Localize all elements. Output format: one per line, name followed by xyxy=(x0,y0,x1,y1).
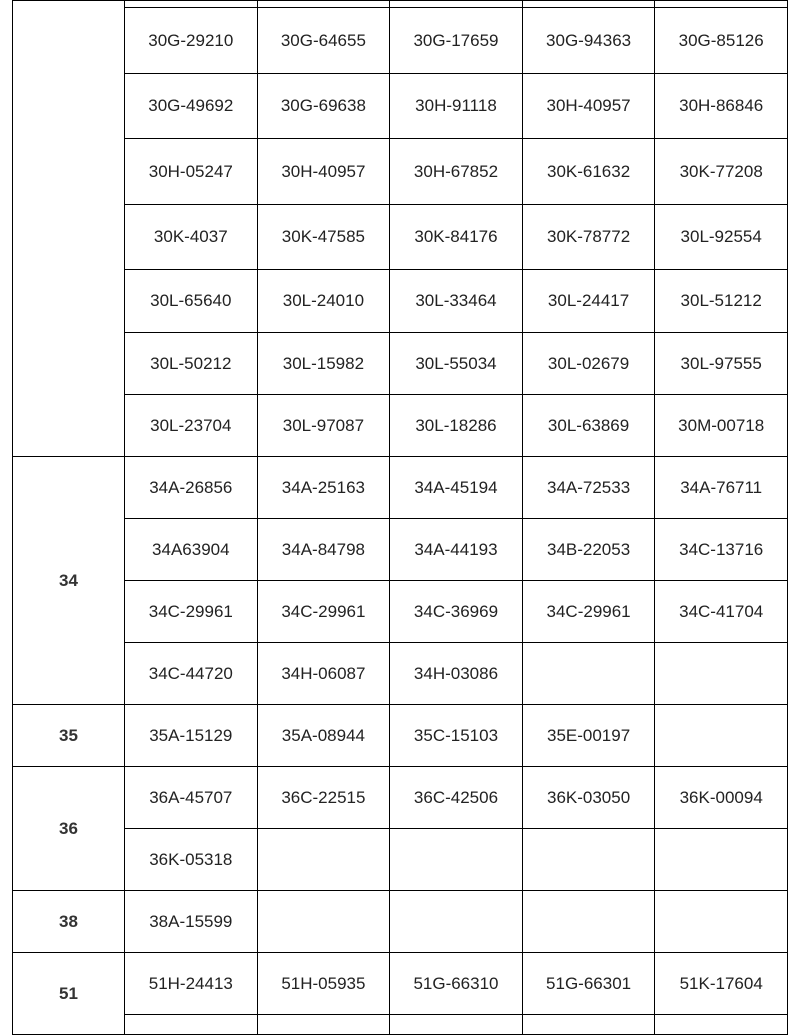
plate-number-cell: 36C-42506 xyxy=(390,767,523,829)
plate-number-cell: 38A-15599 xyxy=(125,891,258,953)
plate-number-cell xyxy=(655,1,788,8)
plate-number-cell: 30K-4037 xyxy=(125,205,258,270)
plate-number-cell xyxy=(390,1,523,8)
table-row xyxy=(13,333,788,395)
table-row xyxy=(13,953,788,1015)
plate-number-cell xyxy=(125,1,258,8)
table-row xyxy=(13,519,788,581)
province-code-cell: 34 xyxy=(13,457,125,705)
plate-number-cell: 30K-47585 xyxy=(257,205,390,270)
plate-number-cell: 30L-33464 xyxy=(390,270,523,333)
plate-number-cell: 34A-45194 xyxy=(390,457,523,519)
plate-number-cell: 30L-18286 xyxy=(390,395,523,457)
table-row xyxy=(13,643,788,705)
plate-number-cell xyxy=(522,1015,655,1035)
plate-number-cell: 34A-25163 xyxy=(257,457,390,519)
plate-number-cell xyxy=(522,829,655,891)
plate-number-cell xyxy=(655,705,788,767)
plate-number-cell: 51H-24413 xyxy=(125,953,258,1015)
plate-number-cell: 35A-08944 xyxy=(257,705,390,767)
plate-number-cell: 30H-40957 xyxy=(257,139,390,205)
plate-table-body xyxy=(13,1,788,1035)
table-row xyxy=(13,457,788,519)
plate-number-cell: 34B-22053 xyxy=(522,519,655,581)
plate-number-cell: 30M-00718 xyxy=(655,395,788,457)
plate-table xyxy=(12,0,788,1035)
plate-number-cell: 30L-24010 xyxy=(257,270,390,333)
plate-number-cell: 34C-36969 xyxy=(390,581,523,643)
province-code-cell: 38 xyxy=(13,891,125,953)
plate-number-cell xyxy=(390,829,523,891)
plate-number-cell: 34C-41704 xyxy=(655,581,788,643)
plate-number-cell: 30L-51212 xyxy=(655,270,788,333)
plate-number-cell: 30L-02679 xyxy=(522,333,655,395)
plate-number-cell xyxy=(522,1,655,8)
plate-number-cell: 34C-29961 xyxy=(125,581,258,643)
plate-number-cell: 30G-49692 xyxy=(125,74,258,139)
table-row xyxy=(13,705,788,767)
plate-number-cell: 34C-29961 xyxy=(522,581,655,643)
table-row xyxy=(13,270,788,333)
plate-number-cell: 34C-13716 xyxy=(655,519,788,581)
plate-number-cell: 30L-97087 xyxy=(257,395,390,457)
plate-number-cell xyxy=(257,891,390,953)
plate-number-cell: 30K-61632 xyxy=(522,139,655,205)
table-row xyxy=(13,205,788,270)
plate-number-cell: 36K-05318 xyxy=(125,829,258,891)
plate-number-cell: 30G-17659 xyxy=(390,8,523,74)
table-row xyxy=(13,581,788,643)
plate-number-cell: 51G-66310 xyxy=(390,953,523,1015)
plate-number-cell: 34H-06087 xyxy=(257,643,390,705)
plate-number-cell: 34C-44720 xyxy=(125,643,258,705)
plate-number-cell xyxy=(522,891,655,953)
table-row xyxy=(13,767,788,829)
plate-number-cell: 30H-91118 xyxy=(390,74,523,139)
plate-number-cell xyxy=(257,1,390,8)
plate-number-cell: 36C-22515 xyxy=(257,767,390,829)
plate-number-cell xyxy=(257,829,390,891)
plate-number-cell: 30K-84176 xyxy=(390,205,523,270)
plate-number-cell: 30H-05247 xyxy=(125,139,258,205)
plate-number-cell: 30H-67852 xyxy=(390,139,523,205)
plate-number-cell: 30L-92554 xyxy=(655,205,788,270)
province-code-cell xyxy=(13,1,125,457)
plate-number-cell: 34A-72533 xyxy=(522,457,655,519)
plate-number-cell xyxy=(655,1015,788,1035)
plate-number-cell xyxy=(522,643,655,705)
plate-number-cell: 30L-15982 xyxy=(257,333,390,395)
table-row xyxy=(13,8,788,74)
plate-number-cell: 30H-86846 xyxy=(655,74,788,139)
plate-number-cell: 30L-24417 xyxy=(522,270,655,333)
table-row xyxy=(13,1015,788,1035)
province-code-cell: 51 xyxy=(13,953,125,1035)
plate-number-cell xyxy=(390,1015,523,1035)
plate-number-cell: 34H-03086 xyxy=(390,643,523,705)
plate-number-cell: 34A63904 xyxy=(125,519,258,581)
plate-number-cell: 30G-69638 xyxy=(257,74,390,139)
plate-number-cell: 30G-64655 xyxy=(257,8,390,74)
table-row xyxy=(13,1,788,8)
province-code-cell: 35 xyxy=(13,705,125,767)
plate-number-cell xyxy=(655,891,788,953)
table-row xyxy=(13,395,788,457)
plate-number-cell: 30H-40957 xyxy=(522,74,655,139)
plate-number-cell: 30L-55034 xyxy=(390,333,523,395)
table-row xyxy=(13,829,788,891)
plate-number-cell: 36K-03050 xyxy=(522,767,655,829)
province-code-cell: 36 xyxy=(13,767,125,891)
plate-number-cell: 34A-44193 xyxy=(390,519,523,581)
plate-number-cell: 34A-26856 xyxy=(125,457,258,519)
plate-number-cell: 30K-77208 xyxy=(655,139,788,205)
plate-number-cell: 30G-94363 xyxy=(522,8,655,74)
plate-number-cell: 30K-78772 xyxy=(522,205,655,270)
plate-number-cell: 34A-84798 xyxy=(257,519,390,581)
plate-number-cell xyxy=(390,891,523,953)
plate-number-cell: 35E-00197 xyxy=(522,705,655,767)
plate-number-cell: 36K-00094 xyxy=(655,767,788,829)
table-row xyxy=(13,139,788,205)
plate-number-cell: 34A-76711 xyxy=(655,457,788,519)
plate-number-cell: 30L-23704 xyxy=(125,395,258,457)
plate-number-cell: 30G-29210 xyxy=(125,8,258,74)
plate-number-cell: 51K-17604 xyxy=(655,953,788,1015)
plate-number-cell xyxy=(655,643,788,705)
plate-number-cell: 34C-29961 xyxy=(257,581,390,643)
plate-number-cell: 36A-45707 xyxy=(125,767,258,829)
table-row xyxy=(13,74,788,139)
plate-number-cell: 35C-15103 xyxy=(390,705,523,767)
plate-number-cell xyxy=(655,829,788,891)
plate-number-cell: 30L-97555 xyxy=(655,333,788,395)
plate-number-cell xyxy=(257,1015,390,1035)
plate-number-cell: 30L-50212 xyxy=(125,333,258,395)
plate-number-cell xyxy=(125,1015,258,1035)
table-row xyxy=(13,891,788,953)
plate-number-cell: 30L-65640 xyxy=(125,270,258,333)
plate-number-cell: 30G-85126 xyxy=(655,8,788,74)
plate-number-cell: 30L-63869 xyxy=(522,395,655,457)
plate-number-cell: 51G-66301 xyxy=(522,953,655,1015)
plate-number-cell: 35A-15129 xyxy=(125,705,258,767)
plate-number-cell: 51H-05935 xyxy=(257,953,390,1015)
